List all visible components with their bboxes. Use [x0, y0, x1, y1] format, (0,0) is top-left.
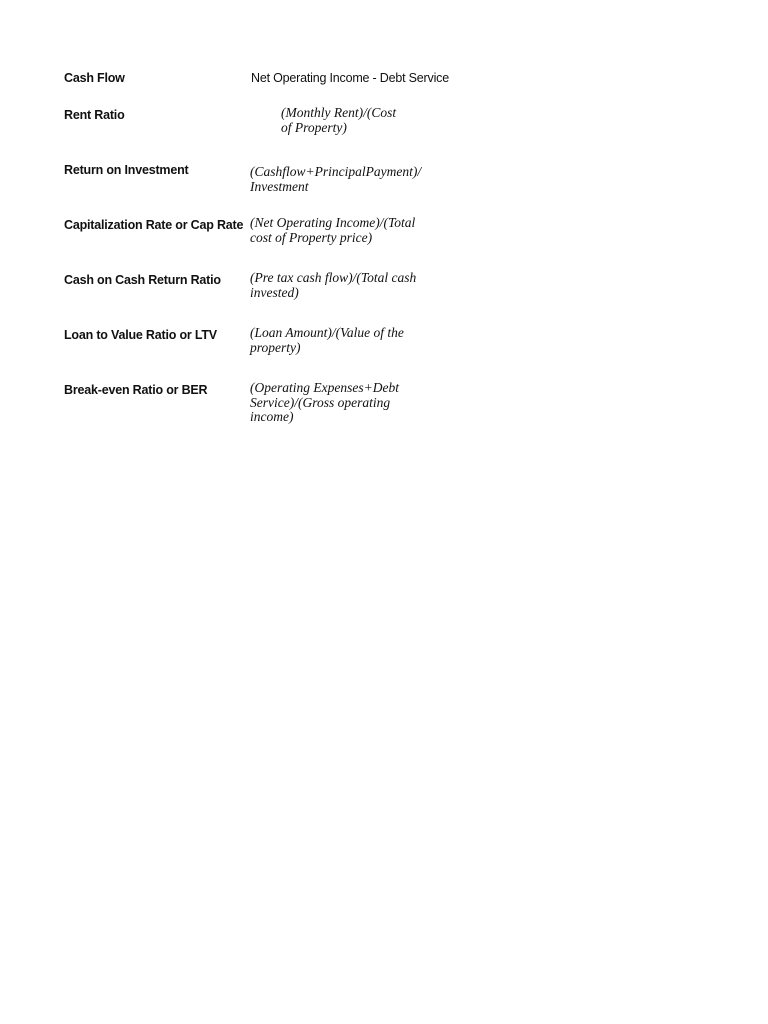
formula-line: income) — [250, 409, 294, 424]
term-label: Cash on Cash Return Ratio — [64, 273, 221, 287]
formula-line: property) — [250, 339, 301, 355]
formula-line: Net Operating Income - Debt Service — [251, 71, 449, 85]
term-label: Loan to Value Ratio or LTV — [64, 328, 217, 342]
formula-line: invested) — [250, 284, 299, 300]
formula-text — [250, 326, 465, 355]
formula-line: (Cashflow+PrincipalPayment)/ — [250, 164, 422, 179]
formula-line: (Loan Amount)/(Value of the — [250, 325, 404, 340]
formula-text — [250, 381, 465, 425]
formula-line: (Net Operating Income)/(Total — [250, 215, 416, 230]
term-label: Capitalization Rate or Cap Rate — [64, 218, 244, 232]
term-label: Rent Ratio — [64, 108, 125, 122]
formula-text — [281, 106, 496, 135]
formula-text — [250, 271, 465, 300]
formula-line: of Property) — [281, 119, 347, 135]
term-label: Break-even Ratio or BER — [64, 383, 208, 397]
formula-text — [250, 165, 465, 194]
term-label: Cash Flow — [64, 71, 125, 85]
formula-line: (Operating Expenses+Debt — [250, 380, 399, 395]
formula-text — [251, 71, 466, 86]
formula-text — [250, 216, 465, 245]
formula-line: (Monthly Rent)/(Cost — [281, 105, 397, 120]
term-label: Return on Investment — [64, 163, 189, 177]
formula-line: Service)/(Gross operating — [250, 394, 391, 410]
formula-line: cost of Property price) — [250, 229, 373, 245]
formula-line: Investment — [250, 178, 309, 194]
formula-line: (Pre tax cash flow)/(Total cash — [250, 270, 417, 285]
